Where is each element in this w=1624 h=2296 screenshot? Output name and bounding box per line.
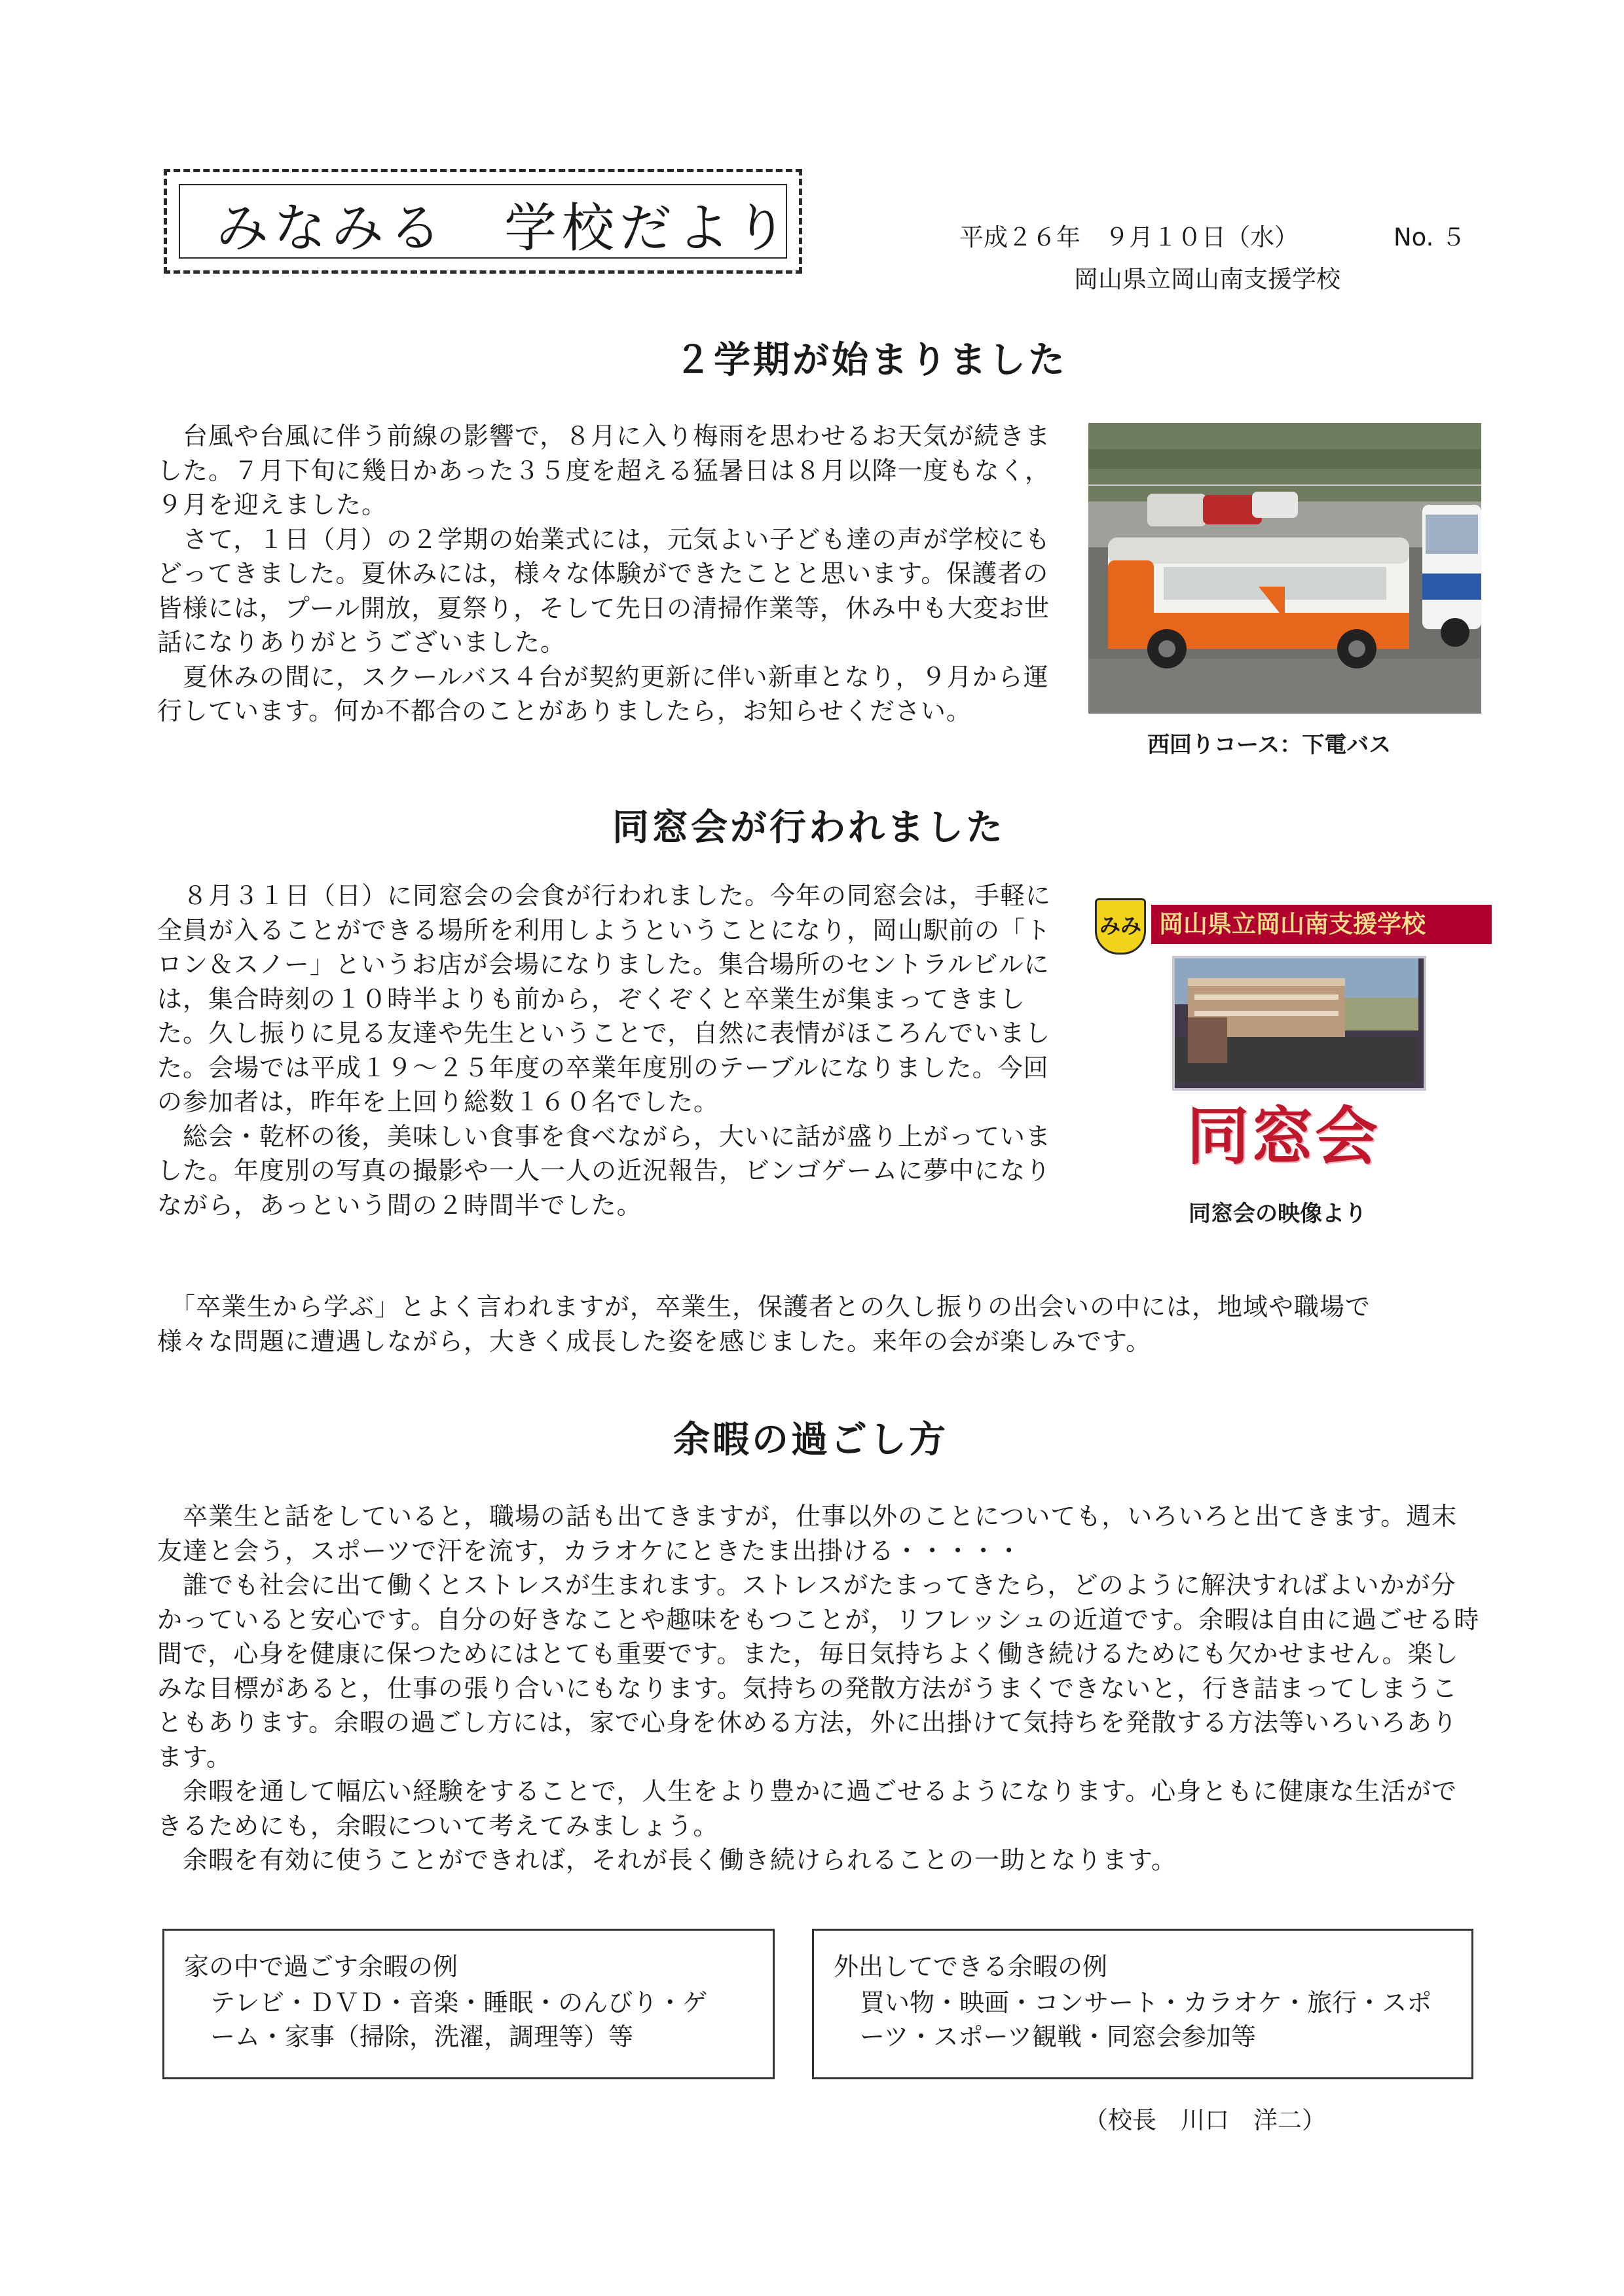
section2-paragraph: 総会・乾杯の後，美味しい食事を食べながら，大いに話が盛り上がっていました。年度別の写真の撮影や一人一人の近況報告，ビンゴゲームに夢中になりながら，あっという間の２時間半でした。 — [157, 1121, 1052, 1220]
section3-paragraph: 卒業生と話をしていると，職場の話も出てきますが，仕事以外のことについても，いろいろと出てきます。週末友達と会う，スポーツで汗を流す，カラオケにときたま出掛ける・・・・・ — [157, 1502, 1458, 1565]
reunion-photo-caption: 同窓会の映像より — [1189, 1201, 1367, 1227]
reunion-title-overlay: 同窓会 — [1187, 1100, 1379, 1173]
section2-body — [157, 879, 1061, 1222]
section2-heading: 同窓会が行われました — [612, 807, 1005, 849]
section2-closing — [157, 1290, 1382, 1358]
section2-paragraph: 「卒業生から学ぶ」とよく言われますが，卒業生，保護者との久し振りの出会いの中には，地域や職場で様々な問題に遭遇しながら，大きく成長した姿を感じました。来年の会が楽しみです。 — [157, 1292, 1371, 1356]
section3-paragraph: 誰でも社会に出て働くとストレスが生まれます。ストレスがたまってきたら，どのように解決すればよいかが分かっていると安心です。自分の好きなことや趣味をもつことが，リフレッシュの近道です。余暇は自由に過ごせる時間で，心身を健康に保つためにはとても重要です。また，毎日気持ちよく働き続けるためにも欠かせません。楽しみな目標があると，仕事の張り合いにもなります。気持ちの発散方法がうまくできないと，行き詰まってしまうこともあります。余暇の過ごし方には，家で心身を休める方法，外に出掛けて気持ちを発散する方法等いろいろあります。 — [157, 1571, 1480, 1772]
school-building-image — [1175, 958, 1418, 1083]
issue-number: No. ５ — [1393, 223, 1466, 251]
newsletter-title: みなみる 学校だより — [216, 198, 792, 259]
bus-photo-caption: 西回りコース：下電バス — [1147, 732, 1392, 758]
school-emblem: みみ — [1095, 898, 1146, 955]
outside-leisure-box — [812, 1929, 1473, 2079]
section2-paragraph: ８月３１日（日）に同窓会の会食が行われました。今年の同窓会は，手軽に全員が入ることができる場所を利用しようということになり，岡山駅前の「トロン＆スノー」というお店が会場になりました。集合場所のセントラルビルには，集合時刻の１０時半よりも前から，ぞくぞくと卒業生が集まってきました。久し振りに見る友達や先生ということで，自然に表情がほころんでいました。会場では平成１９～２５年度の卒業年度別のテーブルになりました。今回の参加者は，昨年を上回り総数１６０名でした。 — [157, 881, 1052, 1116]
section3-body — [157, 1499, 1480, 1878]
section3-paragraph: 余暇を有効に使うことができれば，それが長く働き続けられることの一助となります。 — [157, 1846, 1177, 1874]
home-leisure-examples: テレビ・ＤＶＤ・音楽・睡眠・のんびり・ゲーム・家事（掃除，洗濯，調理等）等 — [210, 1988, 708, 2051]
section3-heading: 余暇の過ごし方 — [673, 1419, 948, 1461]
section1-body — [157, 419, 1051, 729]
section1-paragraph: さて，１日（月）の２学期の始業式には，元気よい子ども達の声が学校にもどってきました。夏休みには，様々な体験ができたことと思います。保護者の皆様には，プール開放，夏祭り，そして先日の清掃作業等，休み中も大変お世話になりありがとうございました。 — [157, 524, 1051, 657]
home-leisure-box — [162, 1929, 775, 2079]
outside-leisure-examples: 買い物・映画・コンサート・カラオケ・旅行・スポーツ・スポーツ観戦・同窓会参加等 — [860, 1988, 1432, 2051]
issue-date: 平成２６年 ９月１０日（水） — [959, 223, 1299, 251]
school-building-photo — [1172, 956, 1426, 1091]
section1-heading: ２学期が始まりました — [674, 339, 1067, 382]
reunion-video-still — [1095, 890, 1521, 1178]
home-leisure-title: 家の中で過ごす余暇の例 — [184, 1952, 458, 1981]
school-bus-photo — [1088, 423, 1481, 714]
section3-paragraph: 余暇を通して幅広い経験をすることで，人生をより豊かに過ごせるようになります。心身ともに健康な生活ができるためにも，余暇について考えてみましょう。 — [157, 1777, 1458, 1840]
outside-leisure-title: 外出してできる余暇の例 — [834, 1952, 1108, 1981]
section1-paragraph: 夏休みの間に，スクールバス４台が契約更新に伴い新車となり，９月から運行しています。何か不都合のことがありましたら，お知らせください。 — [157, 662, 1049, 725]
section1-paragraph: 台風や台風に伴う前線の影響で，８月に入り梅雨を思わせるお天気が続きました。７月下旬に幾日かあった３５度を超える猛暑日は８月以降一度もなく，９月を迎えました。 — [157, 422, 1051, 519]
school-name: 岡山県立岡山南支援学校 — [1074, 265, 1340, 293]
school-banner: 岡山県立岡山南支援学校 — [1151, 905, 1492, 944]
principal-signature: （校長 川口 洋二） — [1084, 2106, 1326, 2134]
school-bus-image — [1088, 423, 1481, 714]
